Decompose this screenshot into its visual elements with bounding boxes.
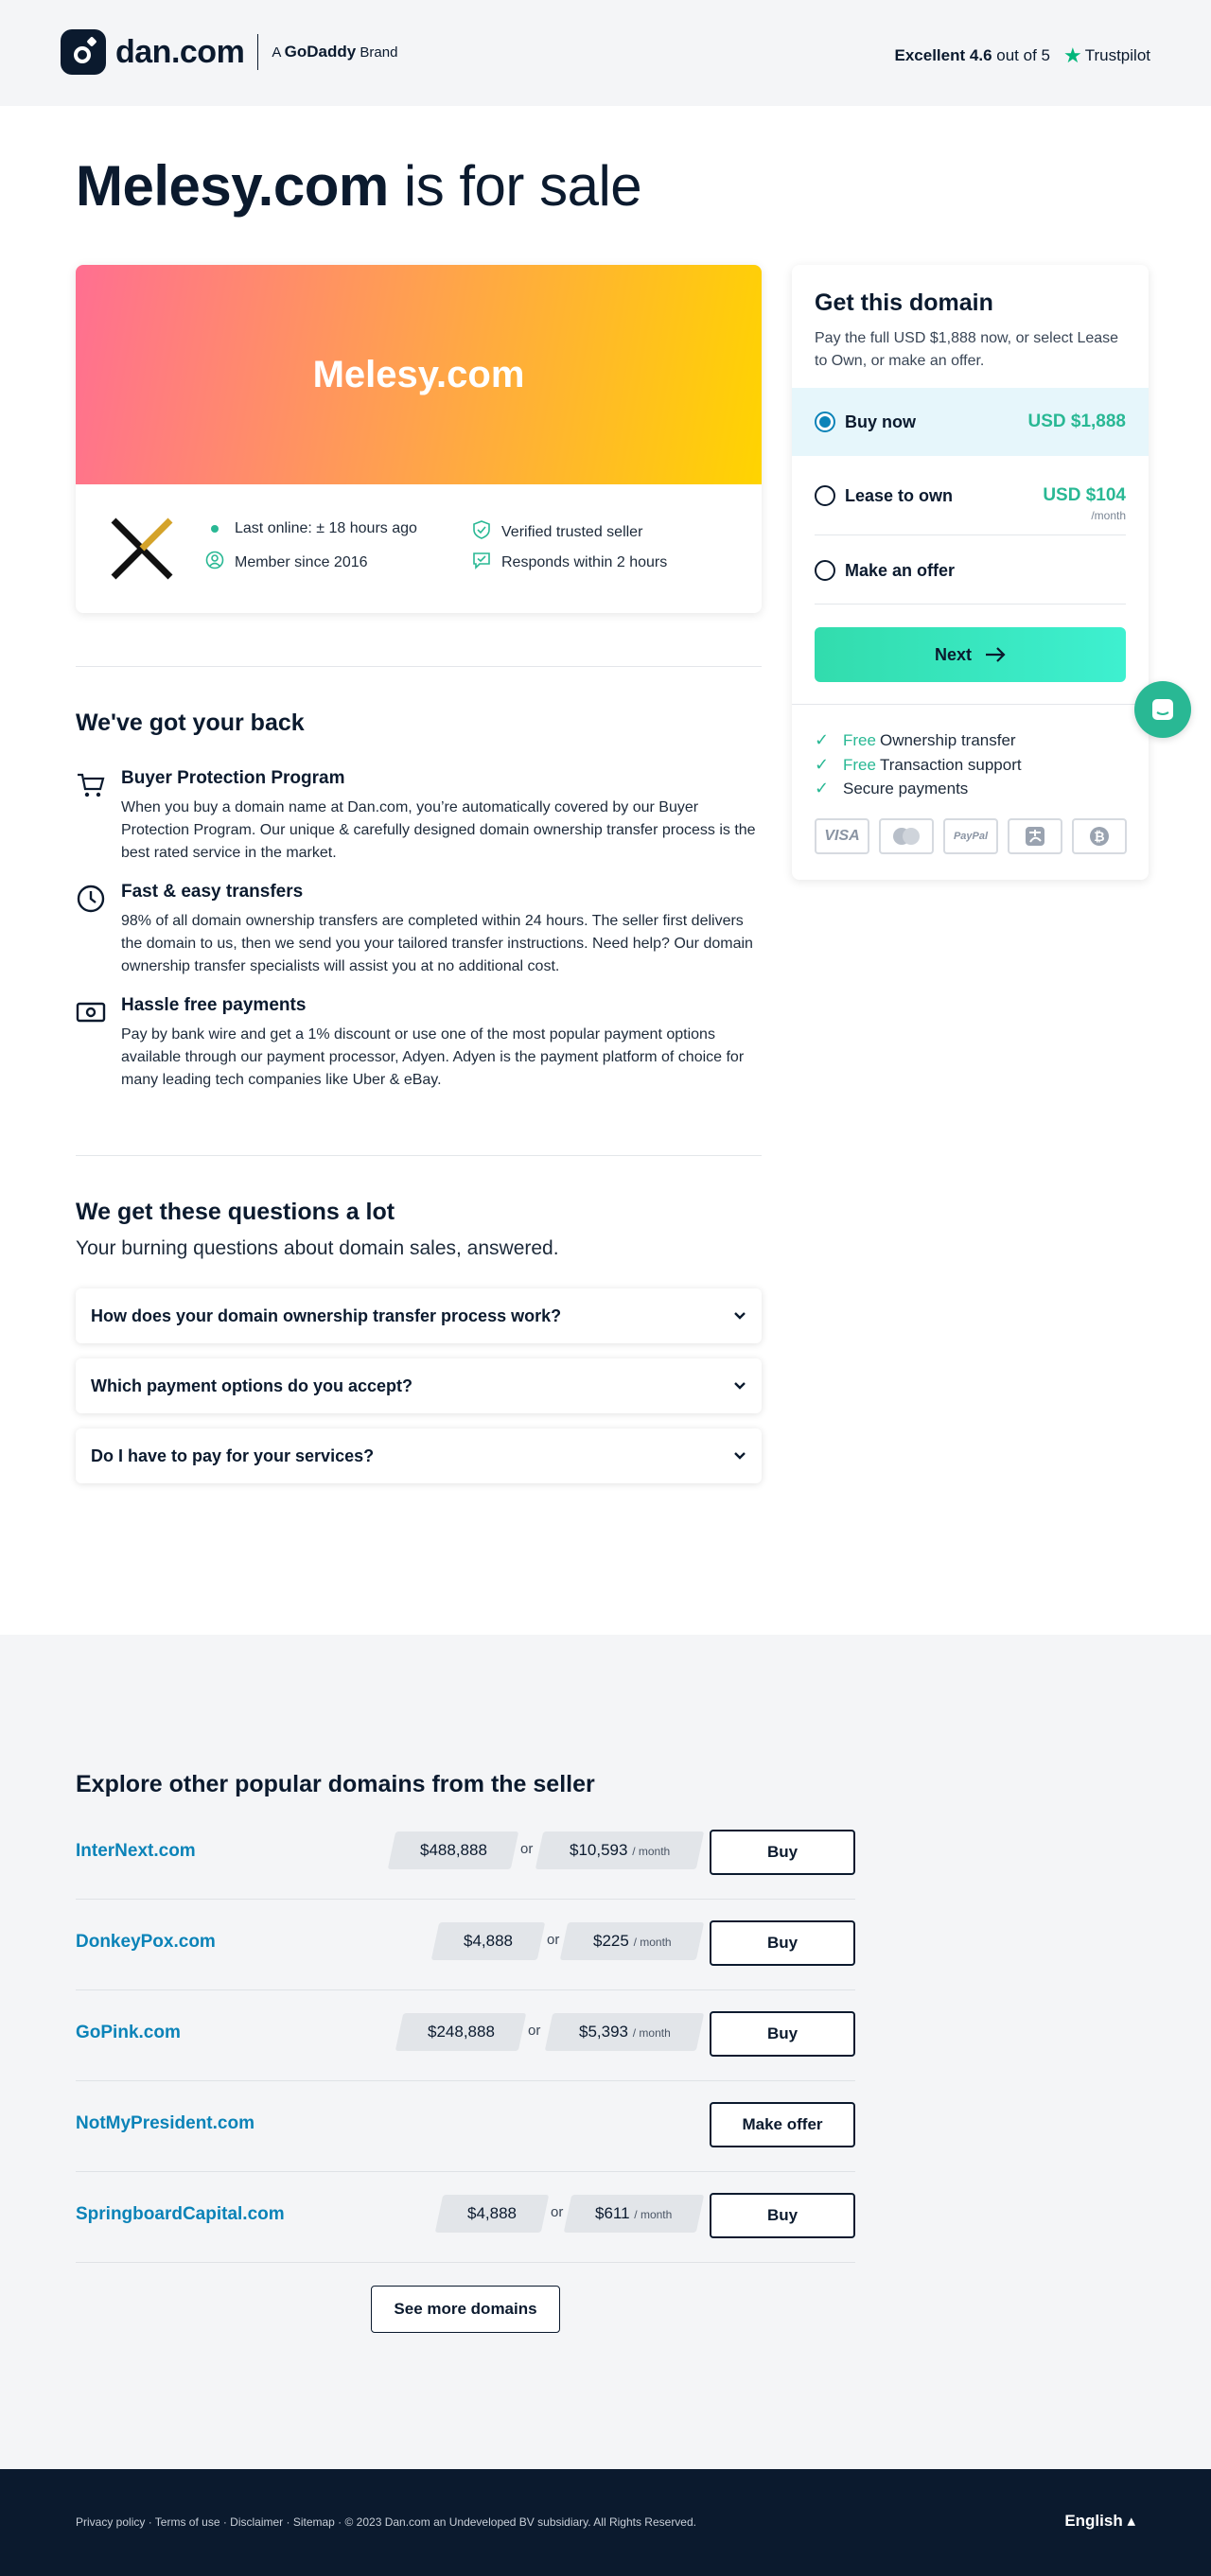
price-tag: $488,888 xyxy=(388,1831,519,1869)
chat-check-icon xyxy=(471,551,492,574)
panel-title: Get this domain xyxy=(815,289,993,316)
perk-transaction-support: ✓ Free Transaction support xyxy=(815,755,1022,774)
visa-icon: VISA xyxy=(815,818,869,854)
see-more-button[interactable]: See more domains xyxy=(371,2286,560,2333)
language-selector[interactable]: English ▴ xyxy=(1064,2512,1135,2530)
option-buy-now[interactable]: Buy now USD $1,888 xyxy=(792,388,1149,456)
perk-ownership-transfer: ✓ Free Ownership transfer xyxy=(815,730,1016,749)
seller-logo xyxy=(106,513,178,585)
footer xyxy=(0,2469,1211,2576)
domain-link[interactable]: DonkeyPox.com xyxy=(76,1932,216,1952)
cash-icon xyxy=(76,997,106,1027)
bitcoin-icon xyxy=(1072,818,1127,854)
divider xyxy=(815,604,1126,605)
per-month-label: /month xyxy=(1091,509,1126,522)
domain-row: GoPink.com $248,888 or $5,393 / month Buy xyxy=(76,1990,855,2081)
svg-text:₿: ₿ xyxy=(1094,830,1105,845)
chevron-down-icon xyxy=(733,1311,746,1321)
lease-tag: $10,593 / month xyxy=(535,1831,705,1869)
footer-links[interactable]: Privacy policy · Terms of use · Disclaimer · Sitemap · © 2023 Dan.com an Undeveloped BV subsidiary. All Rights Reserved. xyxy=(76,2515,696,2529)
faq-item[interactable]: How does your domain ownership transfer process work? xyxy=(76,1288,762,1343)
chat-icon xyxy=(1150,696,1176,723)
lease-tag: $225 / month xyxy=(560,1922,705,1960)
feature-buyer-protection: Buyer Protection Program When you buy a domain name at Dan.com, you’re automatically covered by our Buyer Protection Program. Our unique & carefully designed domain ownership transfer process is the best rated service in the market. xyxy=(76,768,762,865)
chevron-down-icon xyxy=(733,1451,746,1461)
lease-tag: $5,393 / month xyxy=(545,2013,705,2051)
domain-row: DonkeyPox.com $4,888 or $225 / month Buy xyxy=(76,1900,855,1990)
dan-logo[interactable] xyxy=(61,29,397,75)
trustpilot-star-icon: ★ xyxy=(1062,44,1082,67)
dan-logo-icon xyxy=(61,29,106,75)
next-button[interactable]: Next xyxy=(815,627,1126,682)
perk-secure-payments: ✓ Secure payments xyxy=(815,779,969,797)
lease-price: USD $104 xyxy=(1043,485,1126,505)
check-icon: ✓ xyxy=(815,730,830,749)
divider xyxy=(815,534,1126,535)
domain-row xyxy=(76,2081,855,2172)
section-title-back: We've got your back xyxy=(76,710,305,736)
user-icon xyxy=(204,551,225,574)
buy-button[interactable]: Buy xyxy=(710,1920,855,1966)
buy-button[interactable]: Buy xyxy=(710,2193,855,2238)
verified-seller: Verified trusted seller xyxy=(471,520,642,544)
member-since: Member since 2016 xyxy=(204,551,368,574)
radio-lease[interactable] xyxy=(815,485,835,506)
domain-link[interactable]: GoPink.com xyxy=(76,2023,181,2042)
feature-fast-transfers: Fast & easy transfers 98% of all domain ownership transfers are completed within 24 hours. The seller first delivers the domain to us, then we send you your tailored transfer instructions. Need help? Our domain ownership transfer specialists will assist you at no additional cost. xyxy=(76,882,762,978)
radio-buy-now[interactable] xyxy=(815,412,835,432)
paypal-icon: PayPal xyxy=(943,818,998,854)
lease-tag: $611 / month xyxy=(564,2195,705,2233)
divider xyxy=(76,1155,762,1156)
domain-row: InterNext.com $488,888 or $10,593 / month Buy xyxy=(76,1809,855,1900)
trustpilot-rating[interactable]: Excellent 4.6 out of 5 ★ Trustpilot xyxy=(894,44,1150,67)
price-tag: $4,888 xyxy=(435,2195,550,2233)
response-time: Responds within 2 hours xyxy=(471,551,667,574)
domain-link[interactable]: NotMyPresident.com xyxy=(76,2113,254,2133)
check-icon: ✓ xyxy=(815,779,830,797)
faq-subtitle: Your burning questions about domain sales, answered. xyxy=(76,1237,559,1259)
shield-check-icon xyxy=(471,520,492,544)
check-icon: ✓ xyxy=(815,755,830,774)
radio-make-offer[interactable] xyxy=(815,560,835,581)
arrow-right-icon xyxy=(985,647,1006,662)
clock-icon xyxy=(76,884,106,914)
domain-banner: Melesy.com xyxy=(76,265,762,484)
faq-item[interactable]: Do I have to pay for your services? xyxy=(76,1428,762,1483)
explore-title: Explore other popular domains from the seller xyxy=(76,1771,595,1797)
cart-icon xyxy=(76,770,106,800)
chat-button[interactable] xyxy=(1134,681,1191,738)
alipay-icon xyxy=(1008,818,1062,854)
logo-text: dan.com xyxy=(115,33,245,70)
seller-info xyxy=(76,484,762,613)
domain-row: SpringboardCapital.com $4,888 or $611 / month Buy xyxy=(76,2172,855,2263)
buy-button[interactable]: Buy xyxy=(710,1830,855,1875)
domain-card xyxy=(76,265,762,613)
price-tag: $248,888 xyxy=(395,2013,527,2051)
buy-button[interactable]: Buy xyxy=(710,2011,855,2057)
section-title-faq: We get these questions a lot xyxy=(76,1199,395,1225)
panel-description: Pay the full USD $1,888 now, or select Lease to Own, or make an offer. xyxy=(815,330,1119,369)
faq-item[interactable]: Which payment options do you accept? xyxy=(76,1358,762,1413)
divider xyxy=(792,704,1149,705)
buy-now-price: USD $1,888 xyxy=(1027,412,1126,431)
brand-label: A GoDaddy Brand xyxy=(272,43,398,61)
make-offer-button[interactable]: Make offer xyxy=(710,2102,855,2147)
caret-up-icon: ▴ xyxy=(1127,2512,1135,2530)
page-title: Melesy.com is for sale xyxy=(76,154,642,218)
top-bar xyxy=(0,0,1211,106)
divider xyxy=(76,666,762,667)
feature-hassle-free-payments: Hassle free payments Pay by bank wire and get a 1% discount or use one of the most popular payment options available through our payment processor, Adyen. Adyen is the payment platform of choice for many leading tech companies like Uber & eBay. xyxy=(76,995,762,1092)
option-make-offer[interactable]: Make an offer xyxy=(792,537,1149,604)
option-lease[interactable]: Lease to own USD $104 xyxy=(792,462,1149,530)
purchase-panel xyxy=(792,265,1149,880)
logo-divider xyxy=(257,34,258,70)
domain-link[interactable]: InterNext.com xyxy=(76,1841,196,1861)
last-online: Last online: ± 18 hours ago xyxy=(204,520,417,537)
chevron-down-icon xyxy=(733,1381,746,1391)
domain-link[interactable]: SpringboardCapital.com xyxy=(76,2204,285,2224)
price-tag: $4,888 xyxy=(431,1922,546,1960)
explore-section xyxy=(0,1635,1211,2469)
mastercard-icon xyxy=(879,818,934,854)
online-dot-icon xyxy=(211,525,219,533)
